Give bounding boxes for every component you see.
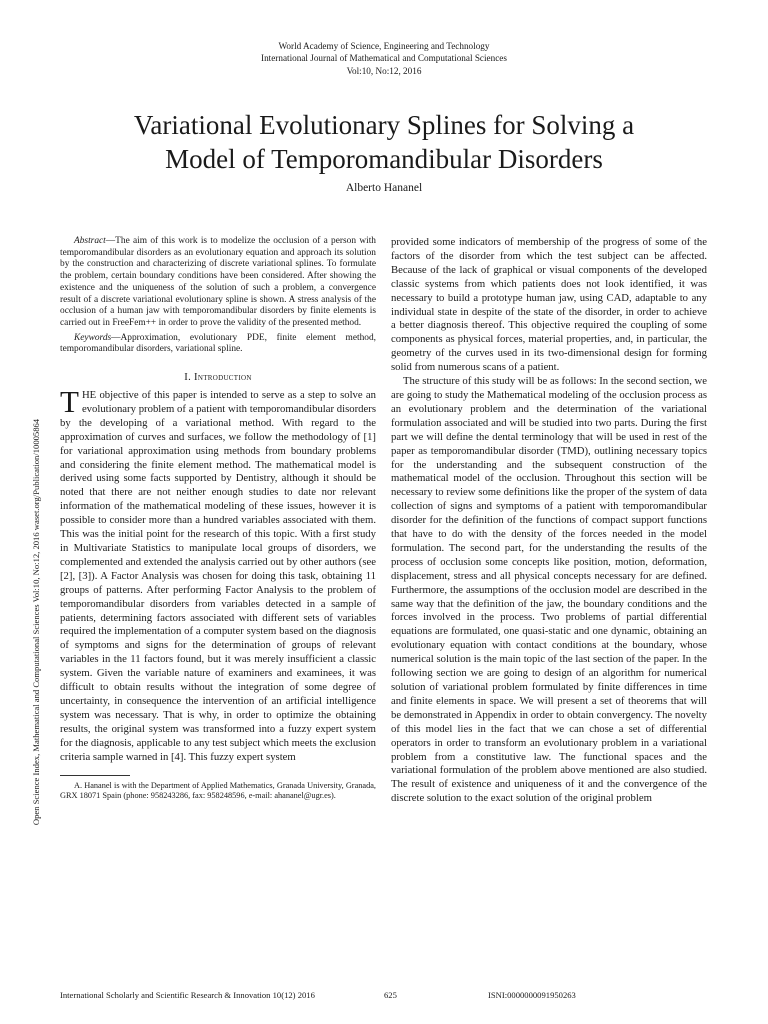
intro-paragraph bbox=[60, 384, 376, 764]
header-line-2: International Journal of Mathematical and Computational Sciences bbox=[261, 53, 507, 64]
paper-title bbox=[40, 108, 728, 176]
section-heading-introduction bbox=[60, 372, 376, 383]
footer-isni: ISNI:0000000091950263 bbox=[488, 990, 576, 1000]
keywords-text: —Approximation, evolutionary PDE, finite element method, temporomandibular disorders, variational spline. bbox=[60, 332, 376, 355]
right-paragraph-2: The structure of this study will be as follows: In the second section, we are going to study the Mathematical modeling of the occlusion process as an evolutionary problem and the determination of the variational formulation associated and will be studied into two parts. During the first part we will define the dental terminology that will be used in rest of the paper as temporomandibular disorder (TMD), outlining necessary topics for the understanding and the subsequent construction of the mathematical model of the occlusion. Throughout this section will be necessary to review some definitions like the proper of the system of data collection of signs and symptoms of a patient with temporomandibular disorder for the definition of the functions of compact support functions that have to do with the density of the forces needed in the model formulation. The second part, for the understanding the results of the process of occlusion some concepts like position, motion, deformation, displacement, stress and all physical concepts necessary for are defined. Furthermore, the assumptions of the occlusion model are described in the same way that the definition of the jaw, the boundary conditions and the forces involved in the process. Two problems of partial differential equations are formulated, one quasi-static and one dynamic, obtaining an evolutionary equation with contact conditions at the boundary, whose numerical solution is the main topic of the last section of the paper. In the following section we are going to design of an algorithm for numerical solution of variational problem formulated by finite differences in time and finite elements in space. We will present a set of theorems that will be demonstrated in Appendix in order to obtain convergency. The novelty of this model lies in the fact that we can chose a set of differential operators in order to transform an evolutionary problem in a variational problem from a constitutive law. The functional spaces and the variational formulation of the problem above mentioned are also studied. The result of existence and uniqueness of it and the convergence of the discrete solution to the exact solution of the original problem bbox=[391, 375, 707, 805]
abstract bbox=[60, 236, 376, 330]
abstract-text: —The aim of this work is to modelize the occlusion of a person with temporomandibular disorders as an evolutionary equation and approach its solution by the construction and characterizing of discrete variational splines. To formulate the problem, certain boundary conditions have been considered. After showing the existence and the uniqueness of the solution of such a problem, a convergence result of a discrete variational evolutionary spline is shown. A stress analysis of the occlusion of a human jaw with temporomandibular disorders by finite elements is carried out in FreeFem++ in order to prove the validity of the presented method. bbox=[60, 236, 376, 328]
author-name: Alberto Hananel bbox=[345, 182, 423, 194]
right-column bbox=[391, 236, 707, 806]
journal-header bbox=[0, 40, 768, 77]
intro-text: HE objective of this paper is intended to serve as a step to solve an evolutionary problem of a patient with temporomandibular disorders by the developing of a variational method. With regard to the approximation of curves and surfaces, we follow the methodology of [1] for variational approximation using methods from boundary problems and considering the finite element method. The mathematical model is derived using some facts supported by Dentistry, although it should be noted that there are not neither enough studies to date nor relevant information of the mathematical modeling of these issues, however it is possible to consider more than a hundred variables associated with them. This was the initial point for the research of this topic. With a first study in Multivariate Statistics to manipulate local groups of disorders, we complemented and extended the analysis carried out by other authors (see [2], [3]). A Factor Analysis was chosen for doing this task, obtaining 11 groups of patterns. After performing Factor Analysis to the problem of temporomandibular disorders from variables detected in a sample of patients, determining factors associated with different sets of variables required the implementation of a computer system based on the diagnosis of symptoms and signs for the determination of groups of relevant variables in the 11 factors found, but it was merely insufficient a classic system. Given the variable nature of examiners and examinees, it was difficult to obtain results without the integration of some degree of uncertainty, in consequence the intervention of an artificial intelligence system was necessary. That is why, in order to optimize the obtaining results, the original system was transformed into a fuzzy expert system for the diagnosis, applicable to any test subject which meets the exclusion criteria sample warned in [4]. This fuzzy expert system bbox=[60, 389, 376, 763]
title-line-2: Model of Temporomandibular Disorders bbox=[165, 144, 603, 174]
header-line-1: World Academy of Science, Engineering and Technology bbox=[278, 41, 490, 51]
footer-publisher: International Scholarly and Scientific Research & Innovation 10(12) 2016 bbox=[60, 990, 315, 1000]
header-line-3: Vol:10, No:12, 2016 bbox=[346, 65, 422, 76]
drop-cap: T bbox=[60, 384, 79, 420]
keywords bbox=[60, 333, 376, 356]
footnote-rule bbox=[60, 775, 130, 776]
keywords-label: Keywords bbox=[74, 332, 112, 343]
section-number: I. bbox=[184, 372, 192, 384]
abstract-label: Abstract bbox=[74, 236, 106, 246]
right-paragraph-1: provided some indicators of membership of the progress of some of the factors of the disorder from which the test subject can be affected. Because of the lack of graphical or visual components of the developed classic systems from which patients does not look identified, it was necessary to build a prototype human jaw, using CAD, adaptable to any individual state in despite of the state of the disorder, in order to achieve a better diagnosis thereof. This objective required the coupling of some components as physical forces, material properties, and, in particular, the geometry of the curves used in its two-dimensional design for forming solid from numerous scans of a patient. bbox=[391, 236, 707, 374]
author-footnote: A. Hananel is with the Department of Applied Mathematics, Granada University, Granada, GRX 18071 Spain (phone: 958243286, fax: 958248596, e-mail: ahananel@ugr.es). bbox=[60, 780, 376, 800]
left-column bbox=[60, 236, 376, 801]
title-line-1: Variational Evolutionary Splines for Solving a bbox=[133, 110, 635, 140]
page-number: 625 bbox=[384, 990, 397, 1000]
side-citation: Open Science Index, Mathematical and Computational Sciences Vol:10, No:12, 2016 waset.org/Publication/10005864 bbox=[31, 418, 41, 826]
section-title: Introduction bbox=[194, 372, 252, 384]
